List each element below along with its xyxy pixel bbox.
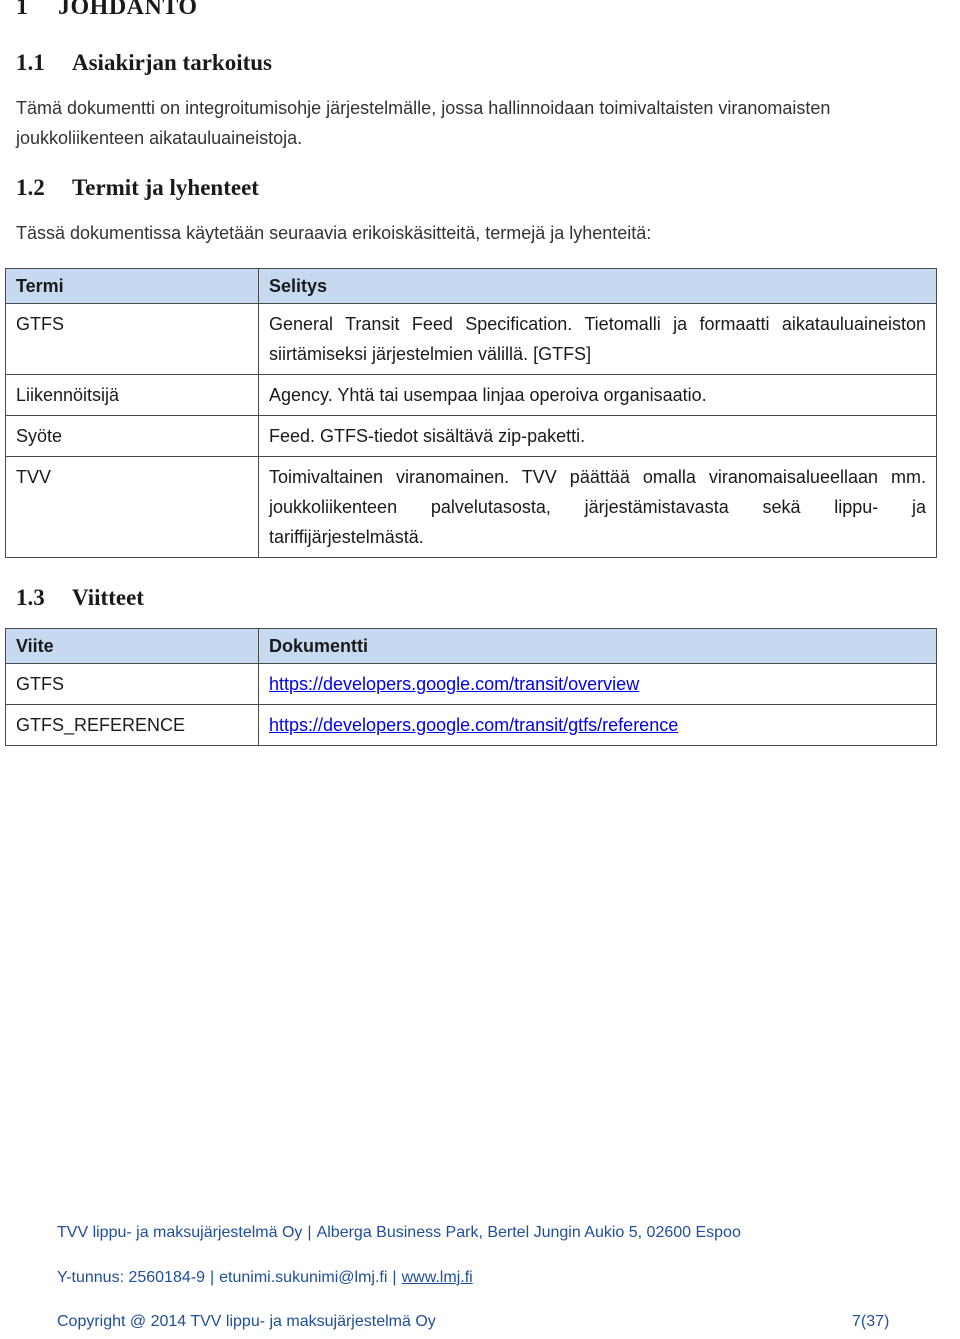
column-header-term: Termi — [6, 269, 259, 304]
footer-address-line — [57, 1224, 741, 1242]
column-header-description: Selitys — [259, 269, 937, 304]
document-cell — [259, 664, 937, 705]
chapter-title: JOHDANTO — [58, 0, 198, 20]
section-heading-terms — [16, 175, 259, 201]
chapter-number: 1 — [16, 0, 29, 20]
footer-separator: | — [209, 1269, 215, 1286]
term-cell: GTFS — [6, 304, 259, 375]
section-heading-references — [16, 585, 144, 611]
document-cell — [259, 705, 937, 746]
footer-separator: | — [392, 1269, 397, 1286]
terms-intro: Tässä dokumentissa käytetään seuraavia erikoiskäsitteitä, termejä ja lyhenteitä: — [16, 223, 652, 243]
reference-cell: GTFS — [6, 664, 259, 705]
table-header-row — [6, 629, 937, 664]
table-row — [6, 457, 937, 558]
table-row — [6, 375, 937, 416]
footer-website-link[interactable]: www.lmj.fi — [401, 1269, 473, 1286]
column-header-reference: Viite — [6, 629, 259, 664]
term-cell: Syöte — [6, 416, 259, 457]
section-title: Viitteet — [72, 585, 144, 610]
term-cell: TVV — [6, 457, 259, 558]
section-title: Termit ja lyhenteet — [72, 175, 259, 200]
section-number: 1.2 — [16, 175, 45, 200]
table-row — [6, 705, 937, 746]
purpose-paragraph-line2: joukkoliikenteen aikatauluaineistoja. — [16, 128, 303, 148]
footer-business-id: Y-tunnus: 2560184-9 — [57, 1269, 205, 1286]
chapter-heading — [16, 0, 198, 21]
footer-contact-line — [57, 1269, 473, 1287]
reference-cell: GTFS_REFERENCE — [6, 705, 259, 746]
section-heading-purpose — [16, 50, 272, 76]
section-number: 1.1 — [16, 50, 45, 75]
gtfs-overview-link[interactable]: https://developers.google.com/transit/overview — [269, 674, 640, 694]
terms-table — [5, 268, 937, 558]
footer-email: etunimi.sukunimi@lmj.fi — [219, 1269, 388, 1286]
table-row — [6, 416, 937, 457]
description-cell: Agency. Yhtä tai usempaa linjaa operoiva organisaatio. — [259, 375, 937, 416]
table-header-row — [6, 269, 937, 304]
description-cell: General Transit Feed Specification. Tietomalli ja formaatti aikatauluaineiston siirtämiseksi järjestelmien välillä. [GTFS] — [259, 304, 937, 375]
gtfs-reference-link[interactable]: https://developers.google.com/transit/gtfs/reference — [269, 715, 679, 735]
table-row — [6, 664, 937, 705]
description-cell: Feed. GTFS-tiedot sisältävä zip-paketti. — [259, 416, 937, 457]
table-row — [6, 304, 937, 375]
footer-separator: | — [307, 1224, 312, 1241]
column-header-document: Dokumentti — [259, 629, 937, 664]
page-number: 7(37) — [852, 1313, 890, 1330]
footer-copyright: Copyright @ 2014 TVV lippu- ja maksujärjestelmä Oy — [57, 1313, 436, 1330]
references-table — [5, 628, 937, 746]
section-number: 1.3 — [16, 585, 45, 610]
term-cell: Liikennöitsijä — [6, 375, 259, 416]
description-cell: Toimivaltainen viranomainen. TVV päättää omalla viranomaisalueellaan mm. joukkoliikenteen palvelutasosta, järjestämistavasta sekä lippu- ja tariffijärjestelmästä. — [259, 457, 937, 558]
section-title: Asiakirjan tarkoitus — [72, 50, 272, 75]
footer-address: Alberga Business Park, Bertel Jungin Aukio 5, 02600 Espoo — [316, 1224, 741, 1241]
purpose-paragraph-line1: Tämä dokumentti on integroitumisohje järjestelmälle, jossa hallinnoidaan toimivaltaisten viranomaisten — [16, 98, 831, 118]
footer-company: TVV lippu- ja maksujärjestelmä Oy — [57, 1224, 303, 1241]
